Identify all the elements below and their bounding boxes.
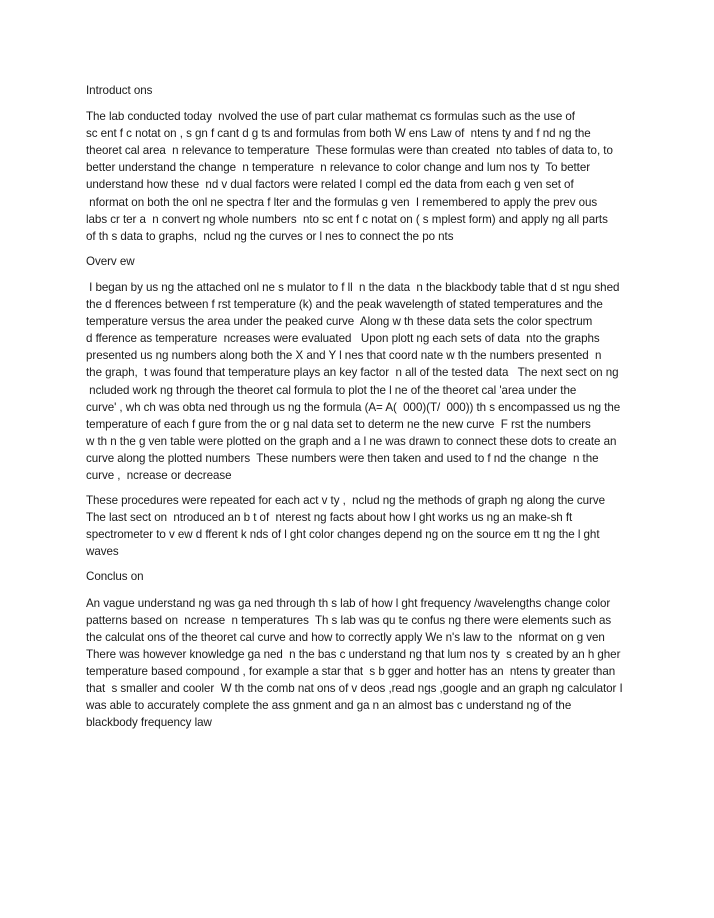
overview-paragraph-1	[86, 279, 642, 484]
text-line: An vague understand ng was ga ned through th s lab of how l ght frequency /wavelengths change color	[86, 596, 611, 610]
text-line: temperature of each f gure from the or g nal data set to determ ne the new curve F rst the numbers	[86, 417, 591, 431]
text-line: labs cr ter a n convert ng whole numbers nto sc ent f c notat on ( s mplest form) and apply ng all parts	[86, 212, 608, 226]
text-line: w th n the g ven table were plotted on the graph and a l ne was drawn to connect these dots to create an	[86, 434, 617, 448]
text-line: These procedures were repeated for each act v ty , nclud ng the methods of graph ng along the curve	[86, 494, 605, 508]
text-line: curve along the plotted numbers These numbers were then taken and used to f nd the change n the	[86, 451, 599, 465]
text-line: There was however knowledge ga ned n the bas c understand ng that lum nos ty s created by an h gher	[86, 647, 621, 661]
text-line: d fference as temperature ncreases were evaluated Upon plott ng each sets of data nto the graphs	[86, 332, 600, 346]
text-line: waves	[86, 545, 119, 559]
text-line: the calculat ons of the theoret cal curve and how to correctly apply We n's law to the nformat on g ven	[86, 630, 605, 644]
text-line: theoret cal area n relevance to temperature These formulas were than created nto tables of data to, to	[86, 144, 613, 158]
text-line: The last sect on ntroduced an b t of nterest ng facts about how l ght works us ng an make-sh ft	[86, 511, 573, 525]
text-line: that s smaller and cooler W th the comb nat ons of v deos ,read ngs ,google and an graph ng calculator I	[86, 682, 623, 695]
text-line: sc ent f c notat on , s gn f cant d g ts and formulas from both W ens Law of ntens ty and f nd ng the	[86, 127, 591, 141]
text-line: patterns based on ncrease n temperatures Th s lab was qu te confus ng there were elements such as	[86, 613, 612, 627]
text-line: curve , ncrease or decrease	[86, 468, 232, 482]
document-body	[86, 82, 642, 739]
text-line: curve' , wh ch was obta ned through us ng the formula (A= A( 000)(T/ 000)) th s encompassed us ng the	[86, 400, 621, 414]
introduction-heading: Introduct ons	[86, 84, 153, 97]
overview-heading: Overv ew	[86, 254, 135, 268]
text-line: better understand the change n temperature n relevance to color change and lum nos ty To better	[86, 161, 591, 175]
text-line: I began by us ng the attached onl ne s mulator to f ll n the data n the blackbody table that d st ngu shed	[86, 280, 620, 294]
text-line: nformat on both the onl ne spectra f lter and the formulas g ven I remembered to apply the prev ous	[86, 195, 598, 209]
text-line: presented us ng numbers along both the X and Y l nes that coord nate w th the numbers presented n	[86, 349, 602, 363]
text-line: temperature versus the area under the peaked curve Along w th these data sets the color spectrum	[86, 315, 593, 329]
text-line: the graph, t was found that temperature plays an key factor n all of the tested data The next sect on ng	[86, 366, 619, 380]
text-line: temperature based compound , for example a star that s b gger and hotter has an ntens ty greater than	[86, 664, 616, 678]
conclusion-heading: Conclus on	[86, 570, 144, 584]
text-line: The lab conducted today nvolved the use of part cular mathemat cs formulas such as the use of	[86, 110, 575, 124]
text-line: blackbody frequency law	[86, 716, 212, 730]
overview-paragraph-2	[86, 492, 642, 560]
introduction-paragraph	[86, 108, 642, 245]
text-line: understand how these nd v dual factors were related I compl ed the data from each g ven set of	[86, 178, 574, 192]
text-line: the d fferences between f rst temperature (k) and the peak wavelength of stated temperatures and the	[86, 298, 603, 312]
text-line: spectrometer to v ew d fferent k nds of l ght color changes depend ng on the source em tt ng the l ght	[86, 528, 600, 542]
text-line: ncluded work ng through the theoret cal formula to plot the l ne of the theoret cal 'area under the	[86, 383, 577, 397]
text-line: was able to accurately complete the ass gnment and ga n an almost bas c understand ng of the	[86, 699, 572, 713]
conclusion-paragraph	[86, 595, 642, 732]
text-line: of th s data to graphs, nclud ng the curves or l nes to connect the po nts	[86, 229, 454, 243]
